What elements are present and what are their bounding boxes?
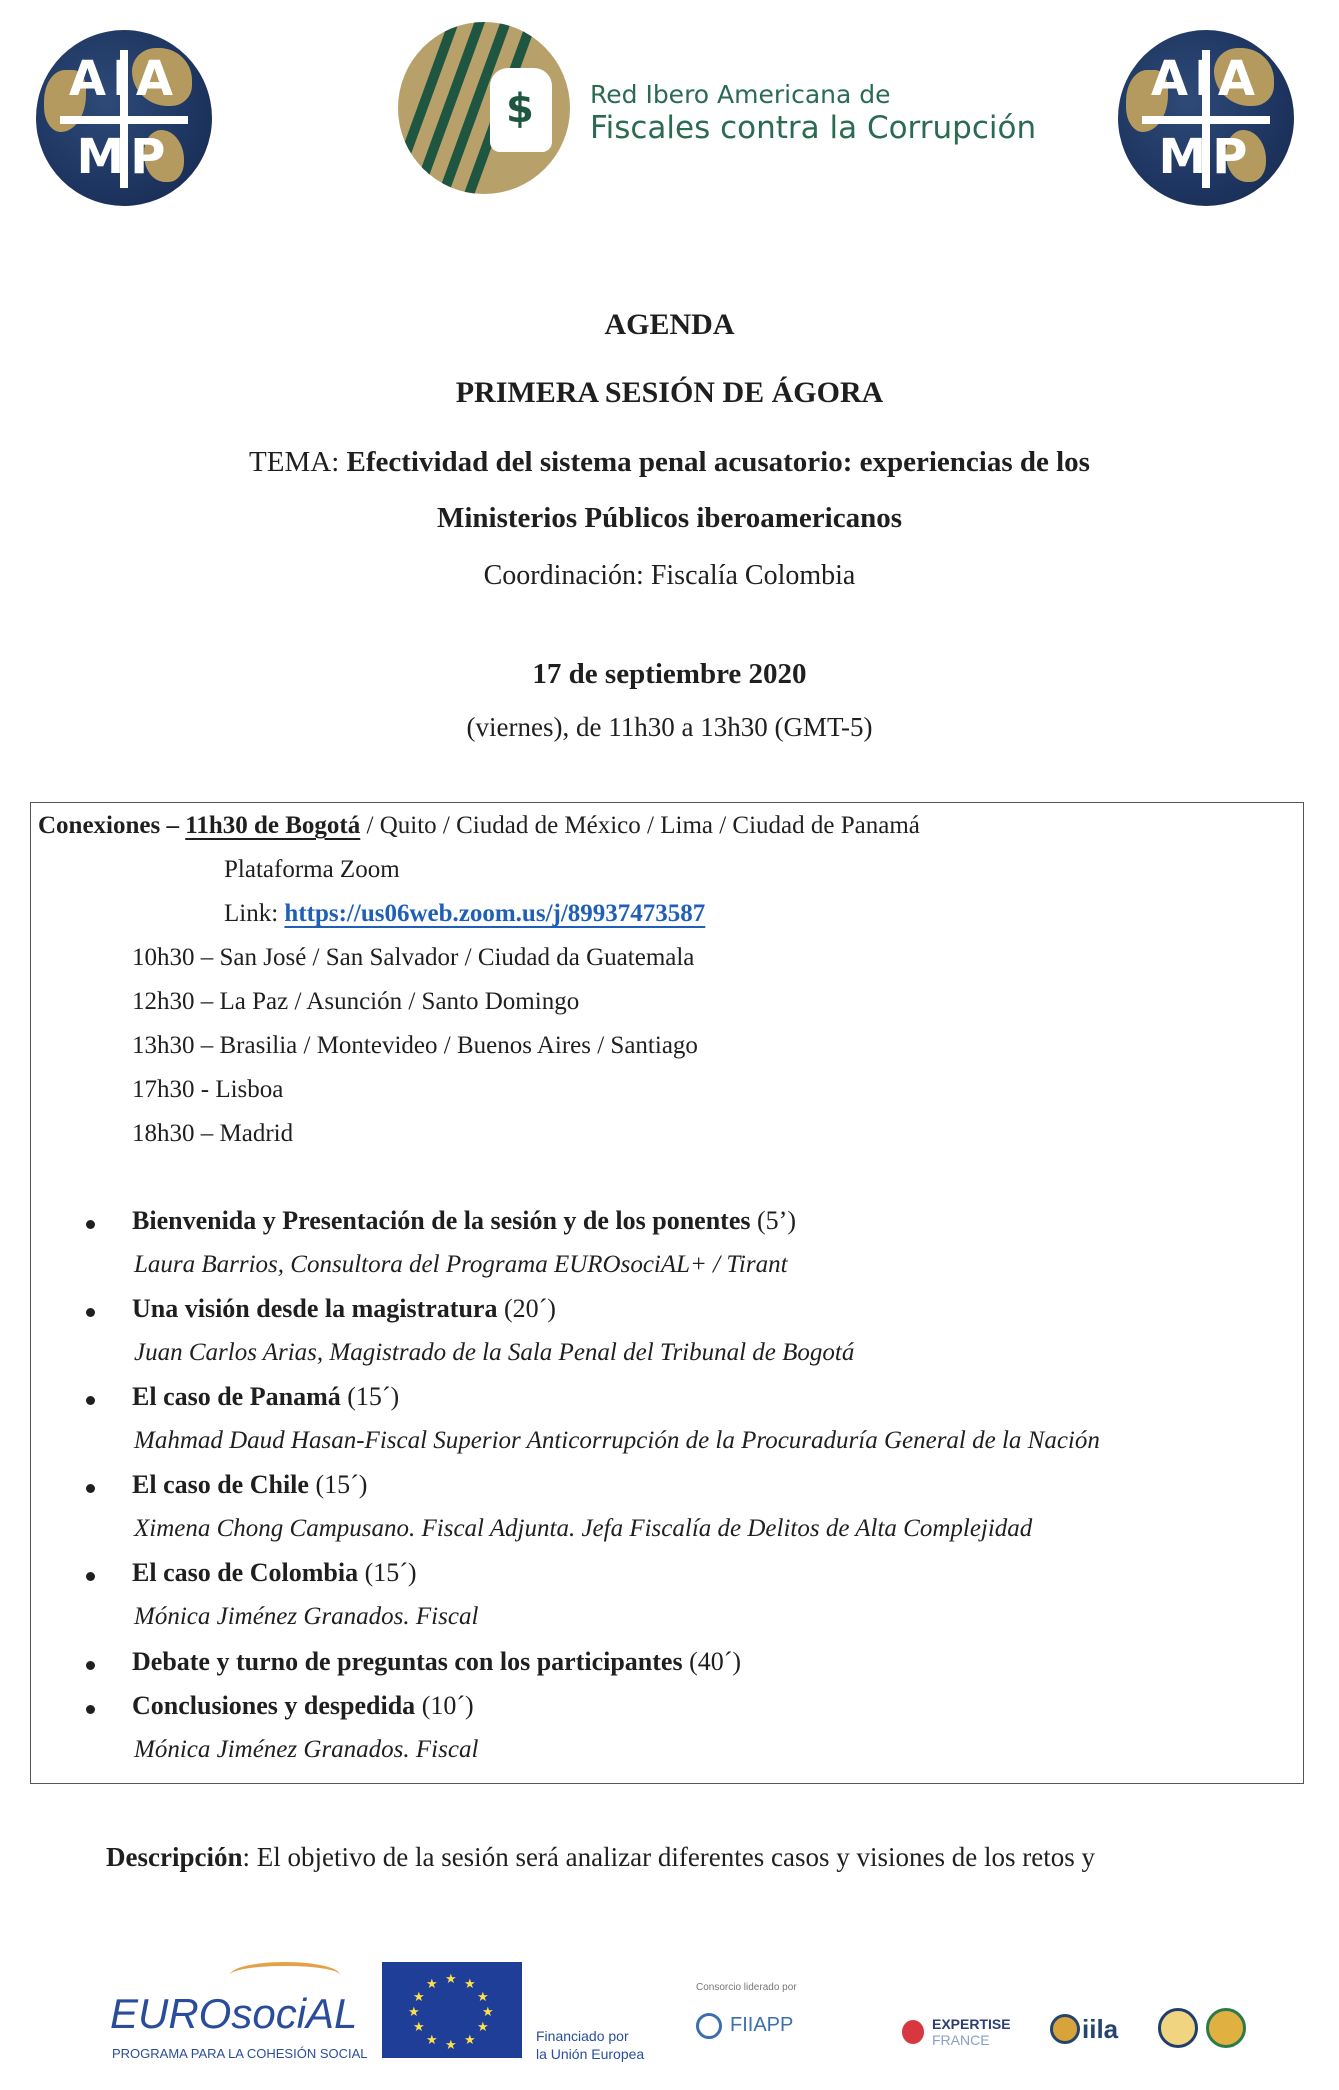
agenda-item-4-name: El caso de Colombia [132, 1558, 359, 1587]
zoom-link[interactable]: https://us06web.zoom.us/j/89937473587 [284, 900, 706, 927]
bullet-dot [86, 1308, 95, 1317]
hand-icon: $ [490, 68, 552, 152]
connections-time-0: 10h30 – San José / San Salvador / Ciudad da Guatemala [132, 944, 695, 971]
aiamp-logo-right-top: AIA [1150, 51, 1262, 107]
description-label: Descripción [106, 1842, 243, 1872]
eurosocial-wordmark: EUROsociAL [110, 1990, 358, 2037]
agenda-item-4-speaker: Mónica Jiménez Granados. Fiscal [134, 1603, 479, 1630]
expertise-line1: EXPERTISE [932, 2016, 1011, 2032]
bullet-dot [86, 1220, 95, 1229]
event-time: (viernes), de 11h30 a 13h30 (GMT-5) [466, 712, 873, 742]
agenda-item-1-duration: (20´) [503, 1294, 556, 1323]
agenda-item-3-name: El caso de Chile [132, 1470, 309, 1499]
agenda-item-0-title [132, 1206, 796, 1236]
agenda-item-4-title [132, 1558, 417, 1588]
connections-time-4: 18h30 – Madrid [132, 1120, 294, 1147]
connections-main-cities: / Quito / Ciudad de México / Lima / Ciudad de Panamá [360, 812, 920, 839]
tema-label: TEMA: [249, 446, 340, 478]
agenda-title: AGENDA [604, 308, 735, 341]
agenda-item-2-name: El caso de Panamá [132, 1382, 341, 1411]
red-fiscales-line2: Fiscales contra la Corrupción [590, 110, 1037, 146]
coordination: Coordinación: Fiscalía Colombia [483, 560, 856, 591]
tema-text-2: Ministerios Públicos iberoamericanos [436, 502, 903, 534]
partner-seal-icon [1158, 2008, 1198, 2048]
agenda-item-6-duration: (10´) [421, 1691, 474, 1720]
agenda-item-0-name: Bienvenida y Presentación de la sesión y de los ponentes [132, 1206, 751, 1235]
agenda-item-5-duration: (40´) [689, 1647, 742, 1676]
session-title: PRIMERA SESIÓN DE ÁGORA [455, 376, 884, 409]
red-fiscales-logo [398, 22, 570, 194]
funded-line2: la Unión Europea [536, 2046, 645, 2062]
aiamp-logo-left-top: AIA [68, 51, 180, 107]
agenda-item-3-duration: (15´) [315, 1470, 368, 1499]
agenda-item-2-title [132, 1382, 399, 1412]
agenda-item-0-duration: (5’) [757, 1206, 796, 1235]
fiiapp-logo: FIIAPP [730, 2014, 794, 2036]
agenda-item-1-speaker: Juan Carlos Arias, Magistrado de la Sala Penal del Tribunal de Bogotá [134, 1339, 855, 1366]
agenda-item-1-title [132, 1294, 556, 1324]
eurosocial-swoosh [230, 1962, 340, 1988]
agenda-item-0-speaker: Laura Barrios, Consultora del Programa EUROsociAL+ / Tirant [134, 1251, 788, 1278]
event-date: 17 de septiembre 2020 [532, 658, 807, 690]
aiamp-logo-left [36, 30, 212, 206]
connections-time-3: 17h30 - Lisboa [132, 1076, 284, 1103]
bullet-dot [86, 1572, 95, 1581]
eurosocial-tagline: PROGRAMA PARA LA COHESIÓN SOCIAL [112, 2046, 368, 2061]
iila-logo: iila [1082, 2014, 1119, 2044]
eurosocial-logo [110, 1962, 370, 2062]
connections-platform: Plataforma Zoom [224, 856, 400, 883]
agenda-item-3-speaker: Ximena Chong Campusano. Fiscal Adjunta. Jefa Fiscalía de Delitos de Alta Complejidad [134, 1515, 1033, 1542]
connections-time-2: 13h30 – Brasilia / Montevideo / Buenos Aires / Santiago [132, 1032, 698, 1059]
connections-main-time: 11h30 de Bogotá [185, 812, 361, 839]
agenda-item-6-name: Conclusiones y despedida [132, 1691, 416, 1720]
connections-label: Conexiones – [38, 812, 179, 839]
agenda-item-2-duration: (15´) [347, 1382, 400, 1411]
aiamp-logo-left-bottom: MP [76, 129, 172, 185]
connections-link-label: Link: [224, 900, 285, 927]
bullet-dot [86, 1705, 95, 1714]
bullet-dot [86, 1396, 95, 1405]
aiamp-logo-right [1118, 30, 1294, 206]
tema-line-1 [0, 446, 1339, 479]
tema-text-1: Efectividad del sistema penal acusatorio: experiencias de los [346, 446, 1090, 478]
agenda-item-6-title [132, 1691, 474, 1721]
connections-main [38, 812, 920, 840]
bullet-dot [86, 1661, 95, 1670]
funded-line1: Financiado por [536, 2028, 629, 2044]
description-text: : El objetivo de la sesión será analizar diferentes casos y visiones de los retos y [242, 1842, 1095, 1872]
agenda-item-1-name: Una visión desde la magistratura [132, 1294, 498, 1323]
agenda-item-3-title [132, 1470, 367, 1500]
agenda-item-6-speaker: Mónica Jiménez Granados. Fiscal [134, 1736, 479, 1763]
agenda-item-2-speaker: Mahmad Daud Hasan-Fiscal Superior Anticorrupción de la Procuraduría General de la Nación [134, 1427, 1100, 1454]
partner-seal-icon [1206, 2008, 1246, 2048]
consortium-label: Consorcio liderado por [696, 1982, 797, 1993]
bullet-dot [86, 1484, 95, 1493]
connections-time-1: 12h30 – La Paz / Asunción / Santo Domingo [132, 988, 580, 1015]
fiiapp-icon [696, 2013, 722, 2039]
agenda-item-5-title [132, 1647, 741, 1677]
tema-line-2 [0, 502, 1339, 535]
connections-link-line [224, 900, 705, 928]
expertise-icon [902, 2020, 924, 2044]
agenda-item-4-duration: (15´) [364, 1558, 417, 1587]
aiamp-logo-right-bottom: MP [1158, 129, 1254, 185]
red-fiscales-line1: Red Ibero Americana de [590, 80, 891, 109]
agenda-item-5-name: Debate y turno de preguntas con los participantes [132, 1647, 683, 1676]
iila-globe-icon [1050, 2014, 1080, 2044]
eu-flag: ★ ★ ★ ★ ★ ★ ★ ★ ★ ★ ★ ★ [382, 1962, 522, 2058]
expertise-line2: FRANCE [932, 2032, 990, 2048]
description [106, 1842, 1095, 1873]
